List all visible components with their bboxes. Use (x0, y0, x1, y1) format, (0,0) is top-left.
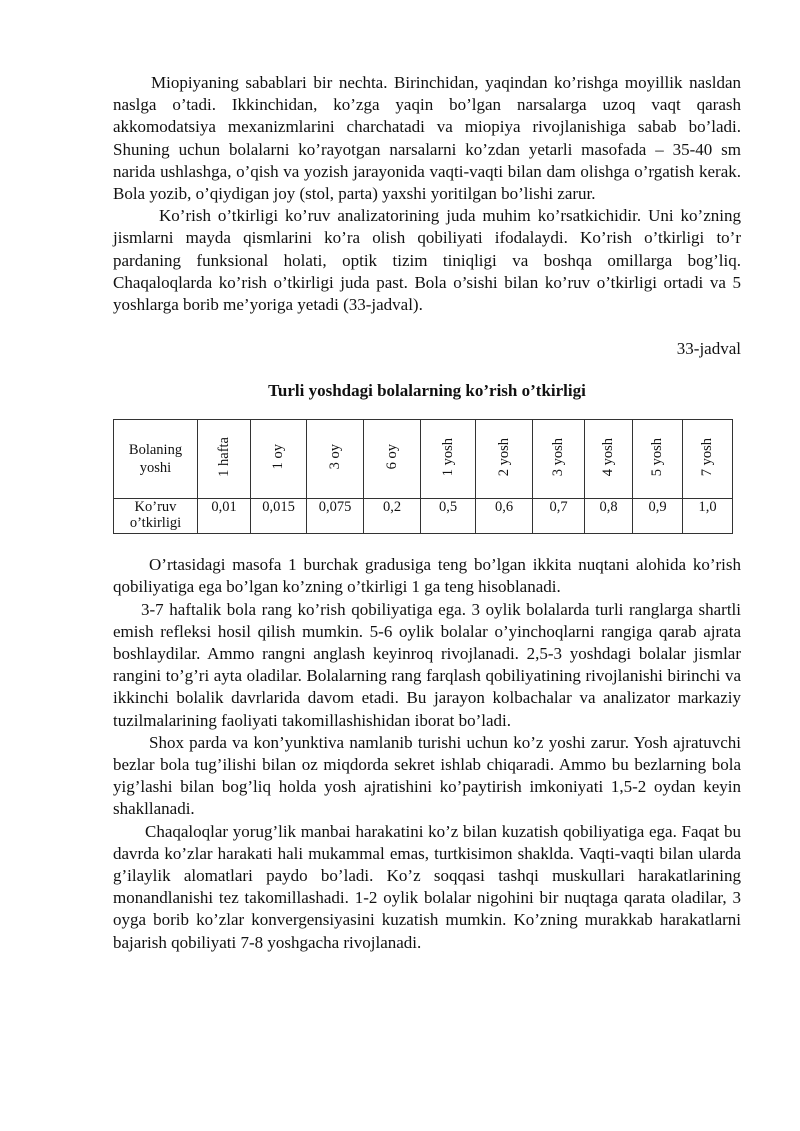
paragraph-myopia-causes: Miopiyaning sabablari bir nechta. Birinchidan, yaqindan ko’rishga moyillik nasldan naslga o’tadi. Ikkinchidan, ko’zga yaqin bo’lgan narsalarga uzoq vaqt qarash akkomodatsiya mexanizmlarini charchatadi va miopiya rivojlanishiga sabab bo’ladi. Shuning uchun bolalarni ko’rayotgan narsalarni ko’zdan yetarli masofada – 35-40 sm narida ushlashga, o’qish va yozish jarayonida vaqti-vaqti bilan dam olishga o’rgatish kerak. Bola yozib, o’qiydigan joy (stol, parta) yaxshi yoritilgan bo’lishi zarur. (113, 73, 741, 204)
table-number: 33-jadval (676, 339, 741, 359)
acuity-value: 0,015 (251, 499, 307, 534)
paragraph-visual-acuity: Ko’rish o’tkirligi ko’ruv analizatorining juda muhim ko’rsatkichidir. Uni ko’zning jismlarni mayda qismlarini ko’ra olish qobiliyati ifodalaydi. Ko’rish o’tkirligi to’r pardaning funksional holati, optik tizim tiniqligi va boshqa omillarga bog’liq. Chaqaloqlarda ko’rish o’tkirligi juda past. Bola o’sishi bilan ko’ruv o’tkirligi ortadi va 5 yoshlarga borib me’yoriga yetadi (33-jadval). (113, 206, 741, 315)
acuity-value: 0,8 (585, 499, 633, 534)
acuity-value: 0,7 (533, 499, 585, 534)
paragraph-color-vision: 3-7 haftalik bola rang ko’rish qobiliyatiga ega. 3 oylik bolalarda turli ranglarga shartli emish refleksi hosil qilish mumkin. 5-6 oylik bolalar o’yinchoqlarni rangiga qarab ajrata boshlaydilar. Ammo rangni anglash keyinroq rivojlanadi. 2,5-3 yoshdagi bolalar jismlar rangini to’g’ri ayta oladilar. Bolalarning rang farqlash qobiliyatining rivojlanishi birinchi va ikkinchi bolalik davrlarida davom etadi. Bu jarayon kolbachalar va analizator markaziy tuzilmalarining faoliyati takomillashishidan iborat bo’ladi. (113, 599, 741, 730)
document-page (113, 72, 741, 954)
age-cell: 3 yosh (533, 420, 585, 499)
row-header-age: Bolaning yoshi (114, 420, 198, 499)
age-cell: 1 oy (251, 420, 307, 499)
age-cell: 6 oy (364, 420, 421, 499)
table-row-acuity (114, 499, 733, 534)
row-header-acuity: Ko’ruv o’tkirligi (114, 499, 198, 534)
age-cell: 1 yosh (421, 420, 476, 499)
age-cell: 3 oy (307, 420, 364, 499)
age-cell: 2 yosh (476, 420, 533, 499)
table-title: Turli yoshdagi bolalarning ko’rish o’tkirligi (268, 381, 586, 401)
acuity-value: 0,2 (364, 499, 421, 534)
text-after-table (113, 554, 741, 954)
acuity-value: 0,075 (307, 499, 364, 534)
acuity-value: 0,5 (421, 499, 476, 534)
age-cell: 5 yosh (633, 420, 683, 499)
table-row-ages (114, 420, 733, 499)
age-cell: 1 hafta (198, 420, 251, 499)
visual-acuity-table (113, 419, 733, 534)
paragraph-eye-movement: Chaqaloqlar yorug’lik manbai harakatini ko’z bilan kuzatish qobiliyatiga ega. Faqat bu davrda ko’zlar harakati hali mukammal emas, turtkisimon shaklda. Vaqti-vaqti bilan ularda g’ilaylik alomatlari paydo bo’ladi. Ko’z soqqasi tashqi muskullari harakatlarining monandlanishi tez takomillashadi. 1-2 oylik bolalar nigohini bir nuqtaga qarata oladilar, 3 oyga borib ko’zlar konvergensiyasini kuzatish mumkin. Ko’zning murakkab harakatlarni bajarish qobiliyati 7-8 yoshgacha rivojlanadi. (113, 821, 741, 952)
age-cell: 7 yosh (683, 420, 733, 499)
paragraph-acuity-definition: O’rtasidagi masofa 1 burchak gradusiga teng bo’lgan ikkita nuqtani alohida ko’rish qobiliyatiga ega bo’lgan ko’zning o’tkirligi 1 ga teng hisoblanadi. (113, 555, 741, 597)
age-cell: 4 yosh (585, 420, 633, 499)
acuity-value: 1,0 (683, 499, 733, 534)
paragraph-tears: Shox parda va kon’yunktiva namlanib turishi uchun ko’z yoshi zarur. Yosh ajratuvchi bezlar bola tug’ilishi bilan oz miqdorda sekret ishlab chiqaradi. Ammo bu bezlarning bola yig’lashi bilan bog’liq holda yosh ajratishini ko’paytirish imkoniyati 1,5-2 oydan keyin shakllanadi. (113, 732, 741, 819)
acuity-value: 0,9 (633, 499, 683, 534)
acuity-value: 0,01 (198, 499, 251, 534)
acuity-value: 0,6 (476, 499, 533, 534)
